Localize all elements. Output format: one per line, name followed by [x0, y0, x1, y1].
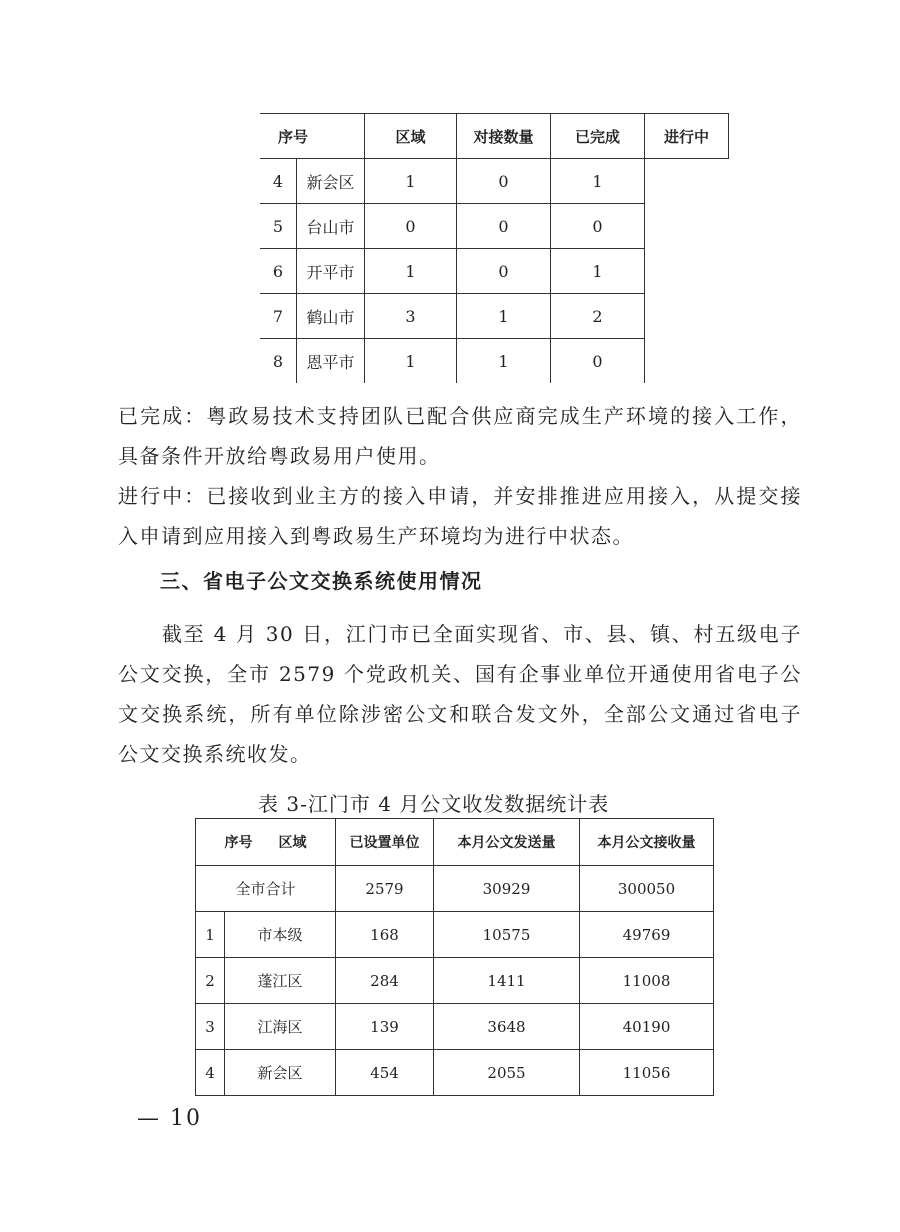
header-sent: 本月公文发送量	[434, 819, 580, 866]
cell-completed: 1	[457, 339, 551, 384]
cell-sent: 1411	[434, 958, 580, 1004]
note-in-progress: 进行中：已接收到业主方的接入申请，并安排推进应用接入，从提交接入申请到应用接入到粤政易生产环境均为进行中状态。	[118, 484, 802, 548]
cell-count: 1	[365, 159, 457, 204]
section-heading: 三、省电子公文交换系统使用情况	[160, 569, 483, 593]
cell-count: 1	[365, 249, 457, 294]
header-units: 已设置单位	[336, 819, 434, 866]
cell-seq: 4	[196, 1050, 225, 1096]
cell-completed: 0	[457, 249, 551, 294]
cell-in-progress: 2	[551, 294, 645, 339]
total-sent: 30929	[434, 866, 580, 912]
cell-region: 恩平市	[297, 339, 365, 384]
cell-count: 1	[365, 339, 457, 384]
header-received: 本月公文接收量	[580, 819, 714, 866]
table-row	[260, 249, 729, 294]
total-received: 300050	[580, 866, 714, 912]
table-row	[196, 958, 714, 1004]
cell-units: 284	[336, 958, 434, 1004]
cell-count: 0	[365, 204, 457, 249]
cell-seq: 4	[260, 159, 297, 204]
header-region: 区域	[365, 114, 457, 159]
header-in-progress: 进行中	[645, 114, 729, 159]
cell-in-progress: 0	[551, 339, 645, 384]
table-row	[196, 912, 714, 958]
cell-seq: 7	[260, 294, 297, 339]
cell-region: 市本级	[225, 912, 336, 958]
cell-seq: 1	[196, 912, 225, 958]
cell-region: 鹤山市	[297, 294, 365, 339]
header-completed: 已完成	[551, 114, 645, 159]
cell-seq: 8	[260, 339, 297, 384]
cell-count: 3	[365, 294, 457, 339]
cell-in-progress: 1	[551, 159, 645, 204]
cell-region: 江海区	[225, 1004, 336, 1050]
cell-seq: 5	[260, 204, 297, 249]
cell-completed: 1	[457, 294, 551, 339]
cell-in-progress: 0	[551, 204, 645, 249]
cell-units: 454	[336, 1050, 434, 1096]
cell-region: 新会区	[297, 159, 365, 204]
cell-region: 蓬江区	[225, 958, 336, 1004]
table-row	[196, 1050, 714, 1096]
cell-region: 台山市	[297, 204, 365, 249]
table-row	[260, 339, 729, 384]
note-completed: 已完成：粤政易技术支持团队已配合供应商完成生产环境的接入工作，具备条件开放给粤政易用户使用。	[118, 404, 802, 468]
header-count: 对接数量	[457, 114, 551, 159]
cell-sent: 10575	[434, 912, 580, 958]
cell-in-progress: 1	[551, 249, 645, 294]
cell-region: 新会区	[225, 1050, 336, 1096]
header-seq: 序号	[260, 114, 365, 159]
total-label: 全市合计	[196, 866, 336, 912]
total-row	[196, 866, 714, 912]
header-region: 区域	[278, 835, 307, 851]
table-header-row	[196, 819, 714, 866]
document-stats-table	[195, 818, 714, 1096]
table-caption: 表 3-江门市 4 月公文收发数据统计表	[258, 792, 610, 816]
cell-units: 139	[336, 1004, 434, 1050]
page-number: — 10	[137, 1106, 202, 1131]
table-header-row	[260, 114, 729, 159]
table-row	[260, 294, 729, 339]
header-seq: 序号	[224, 835, 253, 851]
cell-seq: 2	[196, 958, 225, 1004]
cell-region: 开平市	[297, 249, 365, 294]
cell-completed: 0	[457, 204, 551, 249]
section-body: 截至 4 月 30 日，江门市已全面实现省、市、县、镇、村五级电子公文交换，全市 2579 个党政机关、国有企事业单位开通使用省电子公文交换系统，所有单位除涉密公文和联合发文外，全部公文通过省电子公文交换系统收发。	[118, 622, 802, 766]
header-seq-region	[196, 819, 336, 866]
cell-received: 49769	[580, 912, 714, 958]
table-row	[260, 204, 729, 249]
table-row	[260, 159, 729, 204]
cell-seq: 6	[260, 249, 297, 294]
cell-units: 168	[336, 912, 434, 958]
table-row	[196, 1004, 714, 1050]
region-integration-table	[260, 113, 729, 383]
cell-seq: 3	[196, 1004, 225, 1050]
cell-received: 11056	[580, 1050, 714, 1096]
cell-sent: 3648	[434, 1004, 580, 1050]
cell-received: 40190	[580, 1004, 714, 1050]
cell-completed: 0	[457, 159, 551, 204]
cell-received: 11008	[580, 958, 714, 1004]
total-units: 2579	[336, 866, 434, 912]
cell-sent: 2055	[434, 1050, 580, 1096]
